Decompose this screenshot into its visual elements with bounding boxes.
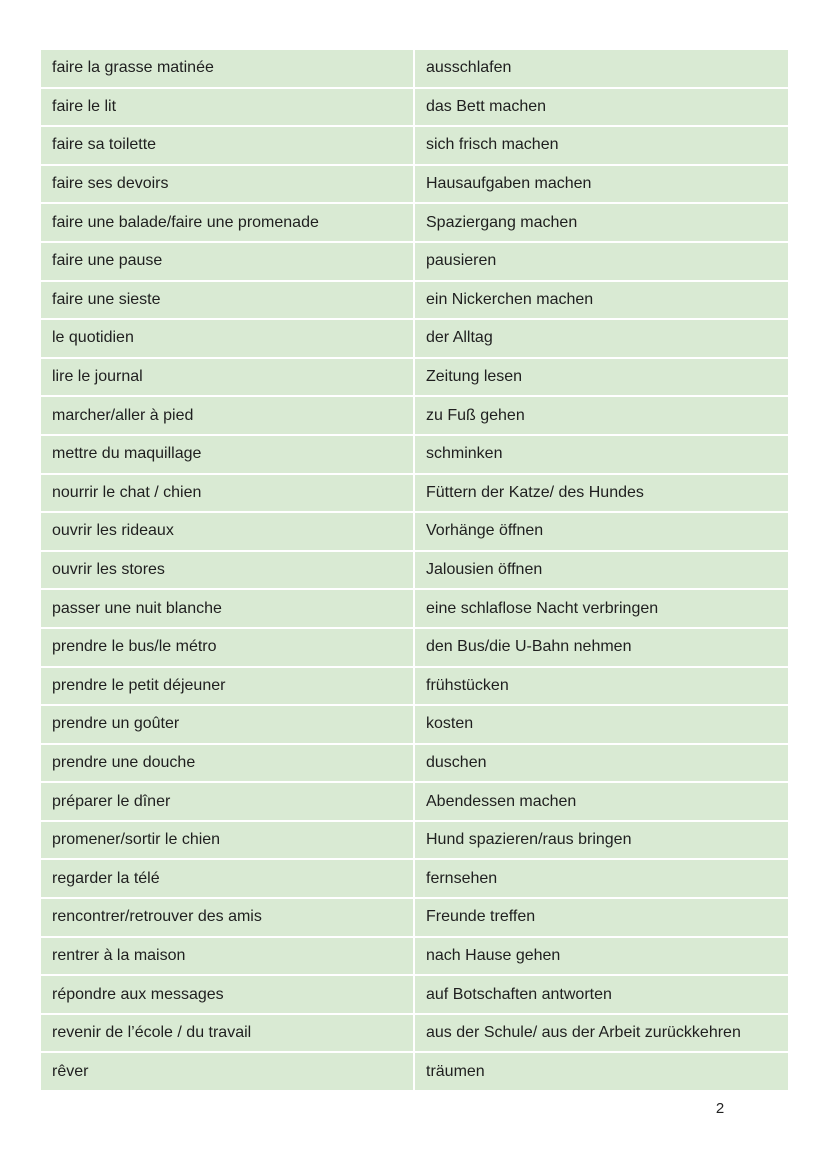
table-row bbox=[41, 436, 788, 473]
german-translation-cell: nach Hause gehen bbox=[415, 938, 788, 975]
vocabulary-table-body bbox=[41, 50, 788, 1090]
table-row bbox=[41, 127, 788, 164]
german-translation-cell: Hausaufgaben machen bbox=[415, 166, 788, 203]
table-row bbox=[41, 359, 788, 396]
french-term-cell: lire le journal bbox=[41, 359, 413, 396]
french-term-cell: passer une nuit blanche bbox=[41, 590, 413, 627]
table-row bbox=[41, 860, 788, 897]
french-term-cell: prendre le bus/le métro bbox=[41, 629, 413, 666]
french-term-cell: rêver bbox=[41, 1053, 413, 1090]
german-translation-cell: Freunde treffen bbox=[415, 899, 788, 936]
german-translation-cell: duschen bbox=[415, 745, 788, 782]
table-row bbox=[41, 1053, 788, 1090]
german-translation-cell: auf Botschaften antworten bbox=[415, 976, 788, 1013]
german-translation-cell: schminken bbox=[415, 436, 788, 473]
french-term-cell: le quotidien bbox=[41, 320, 413, 357]
german-translation-cell: Spaziergang machen bbox=[415, 204, 788, 241]
german-translation-cell: Hund spazieren/raus bringen bbox=[415, 822, 788, 859]
table-row bbox=[41, 1015, 788, 1052]
french-term-cell: marcher/aller à pied bbox=[41, 397, 413, 434]
french-term-cell: regarder la télé bbox=[41, 860, 413, 897]
table-row bbox=[41, 166, 788, 203]
german-translation-cell: Jalousien öffnen bbox=[415, 552, 788, 589]
french-term-cell: prendre un goûter bbox=[41, 706, 413, 743]
table-row bbox=[41, 282, 788, 319]
french-term-cell: ouvrir les rideaux bbox=[41, 513, 413, 550]
french-term-cell: faire une sieste bbox=[41, 282, 413, 319]
german-translation-cell: Abendessen machen bbox=[415, 783, 788, 820]
page-number: 2 bbox=[715, 1100, 725, 1117]
french-term-cell: faire la grasse matinée bbox=[41, 50, 413, 87]
german-translation-cell: fernsehen bbox=[415, 860, 788, 897]
french-term-cell: préparer le dîner bbox=[41, 783, 413, 820]
french-term-cell: mettre du maquillage bbox=[41, 436, 413, 473]
french-term-cell: prendre une douche bbox=[41, 745, 413, 782]
german-translation-cell: der Alltag bbox=[415, 320, 788, 357]
vocabulary-table bbox=[39, 48, 790, 1092]
french-term-cell: faire sa toilette bbox=[41, 127, 413, 164]
table-row bbox=[41, 706, 788, 743]
table-row bbox=[41, 938, 788, 975]
table-row bbox=[41, 822, 788, 859]
french-term-cell: faire le lit bbox=[41, 89, 413, 126]
french-term-cell: revenir de l’école / du travail bbox=[41, 1015, 413, 1052]
german-translation-cell: Zeitung lesen bbox=[415, 359, 788, 396]
german-translation-cell: pausieren bbox=[415, 243, 788, 280]
french-term-cell: promener/sortir le chien bbox=[41, 822, 413, 859]
german-translation-cell: zu Fuß gehen bbox=[415, 397, 788, 434]
french-term-cell: rentrer à la maison bbox=[41, 938, 413, 975]
german-translation-cell: träumen bbox=[415, 1053, 788, 1090]
table-row bbox=[41, 204, 788, 241]
german-translation-cell: ausschlafen bbox=[415, 50, 788, 87]
french-term-cell: faire ses devoirs bbox=[41, 166, 413, 203]
table-row bbox=[41, 552, 788, 589]
table-row bbox=[41, 783, 788, 820]
table-row bbox=[41, 513, 788, 550]
table-row bbox=[41, 475, 788, 512]
table-row bbox=[41, 745, 788, 782]
table-row bbox=[41, 243, 788, 280]
table-row bbox=[41, 397, 788, 434]
table-row bbox=[41, 899, 788, 936]
table-row bbox=[41, 629, 788, 666]
german-translation-cell: kosten bbox=[415, 706, 788, 743]
french-term-cell: prendre le petit déjeuner bbox=[41, 668, 413, 705]
german-translation-cell: aus der Schule/ aus der Arbeit zurückkehren bbox=[415, 1015, 788, 1052]
german-translation-cell: sich frisch machen bbox=[415, 127, 788, 164]
table-row bbox=[41, 50, 788, 87]
french-term-cell: faire une balade/faire une promenade bbox=[41, 204, 413, 241]
table-row bbox=[41, 668, 788, 705]
german-translation-cell: ein Nickerchen machen bbox=[415, 282, 788, 319]
french-term-cell: répondre aux messages bbox=[41, 976, 413, 1013]
french-term-cell: faire une pause bbox=[41, 243, 413, 280]
table-row bbox=[41, 320, 788, 357]
french-term-cell: rencontrer/retrouver des amis bbox=[41, 899, 413, 936]
german-translation-cell: den Bus/die U-Bahn nehmen bbox=[415, 629, 788, 666]
german-translation-cell: Füttern der Katze/ des Hundes bbox=[415, 475, 788, 512]
german-translation-cell: das Bett machen bbox=[415, 89, 788, 126]
table-row bbox=[41, 976, 788, 1013]
french-term-cell: nourrir le chat / chien bbox=[41, 475, 413, 512]
german-translation-cell: Vorhänge öffnen bbox=[415, 513, 788, 550]
german-translation-cell: frühstücken bbox=[415, 668, 788, 705]
table-row bbox=[41, 89, 788, 126]
german-translation-cell: eine schlaflose Nacht verbringen bbox=[415, 590, 788, 627]
french-term-cell: ouvrir les stores bbox=[41, 552, 413, 589]
table-row bbox=[41, 590, 788, 627]
